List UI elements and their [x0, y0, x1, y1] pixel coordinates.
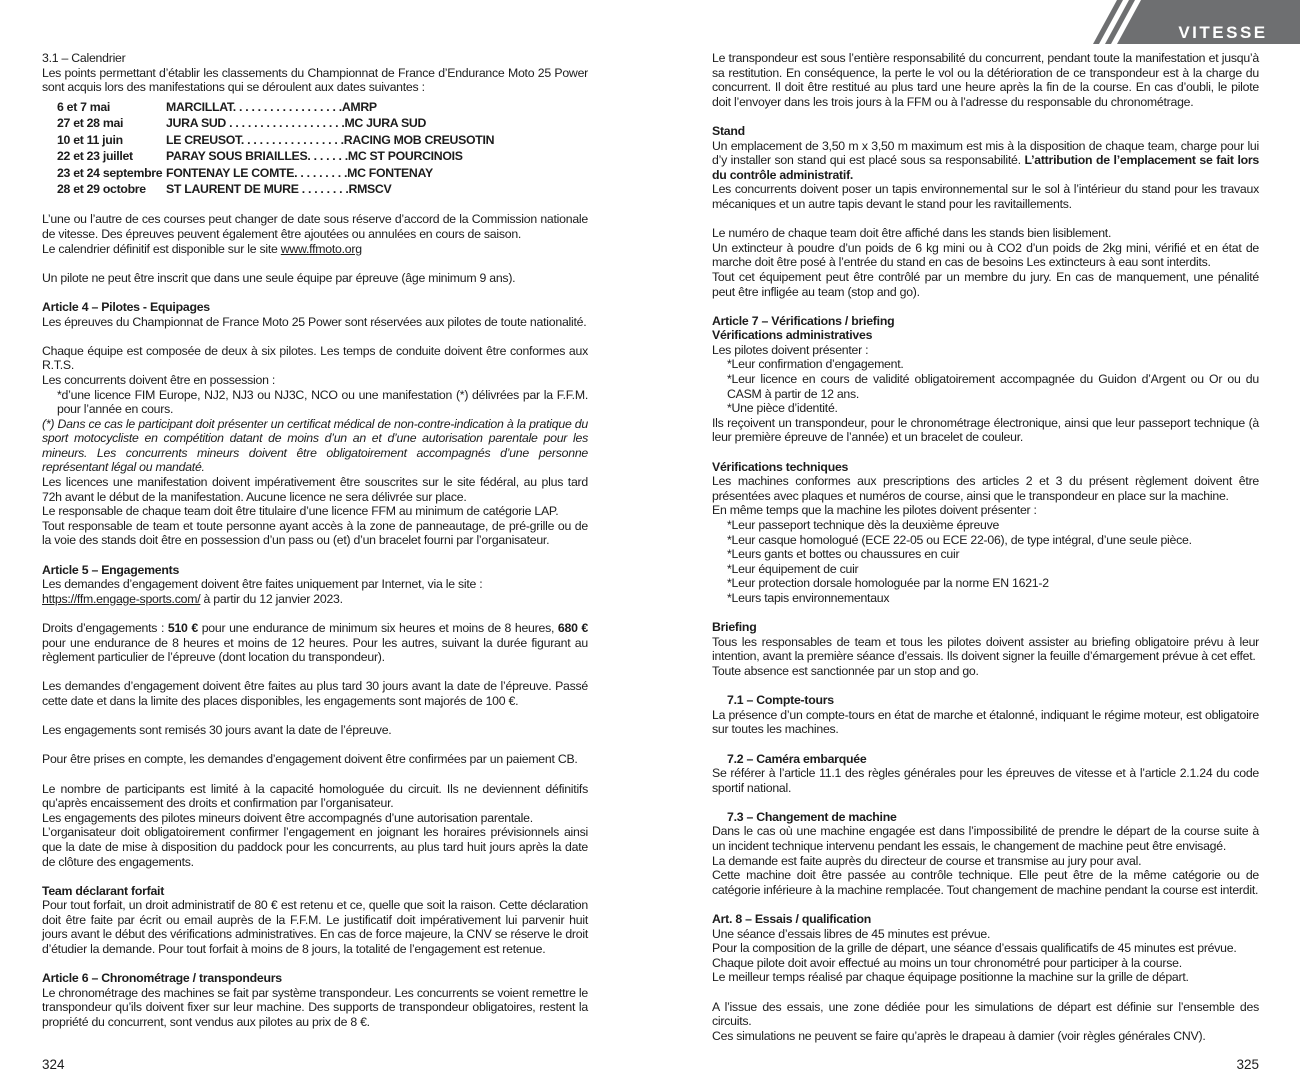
fee-amount: 680 €	[557, 621, 588, 635]
calendar-club: RMSCV	[348, 182, 392, 197]
tech-checks-item: *Leur passeport technique dès la deuxième épreuve	[727, 518, 1000, 532]
calendar-leader-dots: . . . . . . . . .	[294, 165, 348, 180]
calendar-intro: Les points permettant d’établir les classements du Championnat de France d’Endurance Moto 25 Power sont acquis lors des manifestations qui se déroulent aux dates suivantes :	[42, 65, 588, 95]
calendar-club: MC JURA SUD	[344, 116, 427, 131]
admin-checks-paragraph: Ils reçoivent un transpondeur, pour le chronométrage électronique, ainsi que leur passeport technique (à leur première épreuve de l’année) et un bracelet de couleur.	[712, 415, 1259, 445]
tech-checks-title: Vérifications techniques	[712, 459, 849, 474]
article-8-title: Art. 8 – Essais / qualification	[712, 912, 871, 927]
tech-checks-item: *Leurs gants et bottes ou chaussures en cuir	[727, 547, 960, 562]
header-label: VITESSE	[1178, 23, 1268, 42]
article-7-title: Article 7 – Vérifications / briefing	[712, 313, 895, 328]
forfait-paragraph: Pour tout forfait, un droit administratif de 80 € est retenu et ce, quelle que soit la raison. Cette déclaration doit être faite par écrit ou email auprès de la F.F.M. Le justificatif doit impérativement lui parvenir huit jours avant le début des vérifications administratives. En cas de force majeure, la CNV se réserve le droit d’étudier la demande. Pour tout forfait à moins de 8 jours, la totalité de l’engagement est retenue.	[42, 898, 588, 957]
article-6-title: Article 6 – Chronométrage / transpondeurs	[42, 971, 282, 986]
calendar-venue-club	[166, 99, 377, 116]
section-7-3-title: 7.3 – Changement de machine	[727, 809, 897, 824]
article-4-paragraph: Tout responsable de team et toute personne ayant accès à la zone de panneautage, de pré-grille ou de la voie des stands doit être en possession d’un pass ou (et) d’un bracelet fourni par l’organisateur.	[42, 518, 588, 548]
transponder-paragraph: Le transpondeur est sous l’entière responsabilité du concurrent, pendant toute la manifestation et jusqu’à sa restitution. En conséquence, la perte le vol ou la détérioration de ce transpondeur est à la charge du concurrent. Il doit être restitué au plus tard une heure après la fin de la course. En cas d’oubli, le pilote doit l’envoyer dans les trois jours à la FFM ou à l’adresse du responsable du chronométrage.	[712, 51, 1259, 109]
forfait-title: Team déclarant forfait	[42, 883, 165, 898]
stand-paragraph	[712, 139, 1259, 183]
right-column	[712, 51, 1259, 1043]
calendar-date: 6 et 7 mai	[57, 99, 111, 114]
fees-text: pour une endurance de 8 heures et moins de 12 heures. Pour les autres, suivant la durée figurant au règlement particulier de l’épreuve (dont location du transpondeur).	[42, 635, 588, 665]
calendar-site-note	[42, 242, 588, 257]
calendar-section-title: 3.1 – Calendrier	[42, 51, 126, 65]
admin-checks-item: *Leur licence en cours de validité obligatoirement accompagnée du Guidon d’Argent ou Or ou du CASM à partir de 12 ans.	[727, 372, 1259, 401]
calendar-venue: PARAY SOUS BRIAILLES	[166, 149, 308, 164]
calendar-leader-dots: . . . . . . . .	[298, 182, 349, 197]
article-5-paragraph: Les demandes d’engagement doivent être faites uniquement par Internet, via le site :	[42, 577, 483, 592]
one-team-rule: Un pilote ne peut être inscrit que dans une seule équipe par épreuve (âge minimum 9 ans).	[42, 270, 516, 285]
calendar-table	[57, 99, 588, 198]
stand-paragraph: Les concurrents doivent poser un tapis environnemental sur le sol à l’intérieur du stand pour les travaux mécaniques et un autre tapis devant le stand pour les ravitaillements.	[712, 182, 1259, 211]
calendar-venue-club	[166, 148, 463, 165]
calendar-date: 28 et 29 octobre	[57, 182, 146, 197]
calendar-change-note: L’une ou l’autre de ces courses peut changer de date sous réserve d’accord de la Commission nationale de vitesse. Des épreuves peuvent également être ajoutées ou annulées en cours de saison.	[42, 212, 588, 241]
article-4-paragraph: Le responsable de chaque team doit être titulaire d’une licence FFM au minimum de catégorie LAP.	[42, 504, 559, 519]
calendar-club: RACING MOB CREUSOTIN	[343, 132, 495, 147]
calendar-site-text: Le calendrier définitif est disponible sur le site	[42, 241, 281, 256]
article-8-paragraph: Une séance d’essais libres de 45 minutes est prévue.	[712, 926, 991, 941]
section-7-1-title: 7.1 – Compte-tours	[727, 693, 834, 708]
calendar-venue: MARCILLAT	[166, 99, 233, 114]
article-5-paragraph: L’organisateur doit obligatoirement confirmer l’engagement en joignant les horaires prévisionnels ainsi que la date de mise à disposition du paddock pour les concurrents, au plus tard huit jours après la date de clôture des engagements.	[42, 825, 588, 869]
article-8-paragraph: Ces simulations ne peuvent se faire qu’après le drapeau à damier (voir règles générales CNV).	[712, 1028, 1206, 1043]
vitesse-header-band	[1085, 0, 1300, 44]
calendar-venue: FONTENAY LE COMTE	[166, 165, 295, 180]
engage-sports-link[interactable]: https://ffm.engage-sports.com/	[42, 591, 201, 606]
left-column	[42, 51, 588, 1030]
right-page	[650, 0, 1300, 1092]
section-7-3-paragraph: La demande est faite auprès du directeur de course et transmise au jury pour aval.	[712, 853, 1142, 868]
calendar-row	[57, 115, 588, 132]
calendar-date: 10 et 11 juin	[57, 132, 123, 147]
article-5-paragraph: Pour être prises en compte, les demandes d’engagement doivent être confirmées par un paiement CB.	[42, 752, 578, 767]
article-8-paragraph: A l’issue des essais, une zone dédiée pour les simulations de départ est définie sur l’ensemble des circuits.	[712, 999, 1259, 1029]
article-5-paragraph: Le nombre de participants est limité à la capacité homologuée du circuit. Ils ne deviennent définitifs qu’après encaissement des droits et confirmation par l’organisateur.	[42, 781, 588, 811]
calendar-row	[57, 132, 588, 149]
admin-checks-item: *Une pièce d’identité.	[727, 401, 838, 416]
section-7-2-title: 7.2 – Caméra embarquée	[727, 751, 867, 766]
section-7-3-paragraph: Dans le cas où une machine engagée est dans l’impossibilité de prendre le départ de la course suite à un incident technique intervenu pendant les essais, le changement de machine peut être envisagé.	[712, 824, 1259, 854]
calendar-venue-club	[166, 115, 426, 132]
tech-checks-item: *Leur casque homologué (ECE 22-05 ou ECE 22-06), de type intégral, d’une seule pièce.	[727, 532, 1192, 547]
section-7-3-paragraph: Cette machine doit être passée au contrôle technique. Elle peut être de la même catégorie ou de catégorie inférieure à la machine remplacée. Tout changement de machine pendant la course est interdit.	[712, 868, 1259, 897]
article-5-paragraph: Les engagements des pilotes mineurs doivent être accompagnés d’une autorisation parentale.	[42, 810, 533, 825]
tech-checks-item: *Leur protection dorsale homologuée par la norme EN 1621-2	[727, 576, 1049, 591]
calendar-venue: ST LAURENT DE MURE	[166, 182, 299, 197]
article-6-paragraph: Le chronométrage des machines se fait par système transpondeur. Les concurrents se voient remettre le transpondeur qu’ils doivent fixer sur leur machine. Des supports de transpondeur obligatoires, restent la propriété du concurrent, sont vendus aux pilotes au prix de 8 €.	[42, 985, 588, 1030]
article-5-paragraph: Les engagements sont remisés 30 jours avant la date de l’épreuve.	[42, 723, 392, 738]
page-number-right: 325	[1236, 1057, 1259, 1072]
article-4-paragraph: Chaque équipe est composée de deux à six pilotes. Les temps de conduite doivent être conformes aux R.T.S.	[42, 343, 588, 373]
article-5-title: Article 5 – Engagements	[42, 562, 180, 577]
article-4-paragraph: Les concurrents doivent être en possession :	[42, 372, 276, 387]
briefing-title: Briefing	[712, 620, 757, 635]
article-8-paragraph: Pour la composition de la grille de départ, une séance d’essais qualificatifs de 45 minutes est prévue.	[712, 941, 1237, 956]
ffmoto-link[interactable]: www.ffmoto.org	[280, 241, 362, 256]
article-4-paragraph: Les licences une manifestation doivent impérativement être souscrites sur le site fédéral, au plus tard 72h avant le début de la manifestation. Aucune licence ne sera délivrée sur place.	[42, 475, 588, 504]
tech-checks-item: *Leurs tapis environnementaux	[727, 590, 890, 605]
calendar-row	[57, 99, 588, 116]
fees-text: pour une endurance de minimum six heures et moins de 8 heures,	[197, 621, 558, 635]
admin-checks-title: Vérifications administratives	[712, 328, 873, 343]
calendar-leader-dots: . . . . . . . . . . . . . . . . . .	[232, 99, 342, 114]
article-4-title: Article 4 – Pilotes - Equipages	[42, 299, 210, 314]
tech-checks-paragraph: En même temps que la machine les pilotes doivent présenter :	[712, 503, 1037, 518]
tech-checks-paragraph: Les machines conformes aux prescriptions des articles 2 et 3 du présent règlement doivent être présentées avec plaques et numéros de course, ainsi que le transpondeur en place sur la machine.	[712, 474, 1259, 503]
stand-paragraph: Un extincteur à poudre d’un poids de 6 kg mini ou à CO2 d’un poids de 2kg mini, vérifié et en état de marche doit être posé à l’entrée du stand en cas de besoins Les extincteurs à eau sont interdits.	[712, 240, 1259, 270]
briefing-paragraph: Toute absence est sanctionnée par un stop and go.	[712, 663, 979, 678]
article-4-paragraph: Les épreuves du Championnat de France Moto 25 Power sont réservées aux pilotes de toute nationalité.	[42, 314, 587, 329]
calendar-row	[57, 148, 588, 165]
calendar-venue-club	[166, 132, 494, 149]
calendar-date: 27 et 28 mai	[57, 116, 124, 131]
calendar-venue-club	[166, 165, 433, 182]
article-8-paragraph: Le meilleur temps réalisé par chaque équipage positionne la machine sur la grille de départ.	[712, 970, 1189, 985]
calendar-row	[57, 181, 588, 198]
stand-text: Un emplacement de 3,50 m x 3,50 m maximum est mis à la disposition de chaque team, charge pour lui d’y installer son stand qui est placé sous sa responsabilité.	[712, 138, 1259, 168]
calendar-row	[57, 165, 588, 182]
calendar-club: AMRP	[341, 99, 377, 114]
admin-checks-paragraph: Les pilotes doivent présenter :	[712, 342, 869, 357]
fee-amount: 510 €	[167, 621, 198, 635]
fees-text: Droits d’engagements :	[42, 621, 168, 635]
stand-bold-text: L’attribution de l’emplacement se fait lors du contrôle administratif.	[712, 153, 1260, 182]
admin-checks-item: *Leur confirmation d’engagement.	[727, 357, 904, 372]
section-7-2-paragraph: Se référer à l’article 11.1 des règles générales pour les épreuves de vitesse et à l’article 2.1.24 du code sportif national.	[712, 766, 1259, 795]
article-5-fees	[42, 621, 588, 665]
page-number-left: 324	[42, 1057, 65, 1072]
calendar-date: 22 et 23 juillet	[57, 149, 133, 164]
tech-checks-item: *Leur équipement de cuir	[727, 561, 859, 576]
calendar-club: MC ST POURCINOIS	[347, 149, 463, 164]
calendar-venue: LE CREUSOT	[166, 132, 241, 147]
article-8-paragraph: Chaque pilote doit avoir effectué au moins un tour chronométré pour participer à la course.	[712, 955, 1182, 970]
briefing-paragraph: Tous les responsables de team et tous les pilotes doivent assister au briefing obligatoire prévu à leur intention, avant la première séance d’essais. Ils doivent signer la feuille d’émargement prévue à cet effet.	[712, 634, 1259, 664]
article-5-link-after: à partir du 12 janvier 2023.	[200, 591, 343, 606]
calendar-leader-dots: . . . . . . .	[307, 149, 348, 164]
calendar-venue: JURA SUD	[166, 116, 227, 131]
calendar-leader-dots: . . . . . . . . . . . . . . . . .	[240, 132, 344, 147]
stand-paragraph: Le numéro de chaque team doit être affiché dans les stands bien lisiblement.	[712, 226, 1112, 241]
article-5-link-line	[42, 592, 588, 607]
stand-paragraph: Tout cet équipement peut être contrôlé par un membre du jury. En cas de manquement, une pénalité peut être infligée au team (stop and go).	[712, 269, 1259, 299]
article-4-italic-note: (*) Dans ce cas le participant doit présenter un certificat médical de non-contre-indication à la pratique du sport motocycliste en compétition datant de moins d’un an et d’une autorisation parentale pour les mineurs. Les concurrents mineurs doivent être obligatoirement accompagnés d’une personne représentant légal ou mandaté.	[42, 416, 588, 475]
calendar-leader-dots: . . . . . . . . . . . . . . . . . . .	[226, 116, 345, 131]
calendar-date: 23 et 24 septembre	[57, 165, 163, 180]
article-4-license-item: *d’une licence FIM Europe, NJ2, NJ3 ou NJ3C, NCO ou une manifestation (*) délivrées par la F.F.M. pour l’année en cours.	[57, 387, 588, 417]
article-5-paragraph: Les demandes d’engagement doivent être faites au plus tard 30 jours avant la date de l’épreuve. Passé cette date et dans la limite des places disponibles, les engagements sont majorés de 100 €.	[42, 679, 588, 708]
section-7-1-paragraph: La présence d’un compte-tours en état de marche et étalonné, indiquant le régime moteur, est obligatoire sur toutes les machines.	[712, 707, 1259, 737]
calendar-venue-club	[166, 181, 391, 198]
calendar-club: MC FONTENAY	[347, 165, 433, 180]
stand-title: Stand	[712, 123, 745, 138]
